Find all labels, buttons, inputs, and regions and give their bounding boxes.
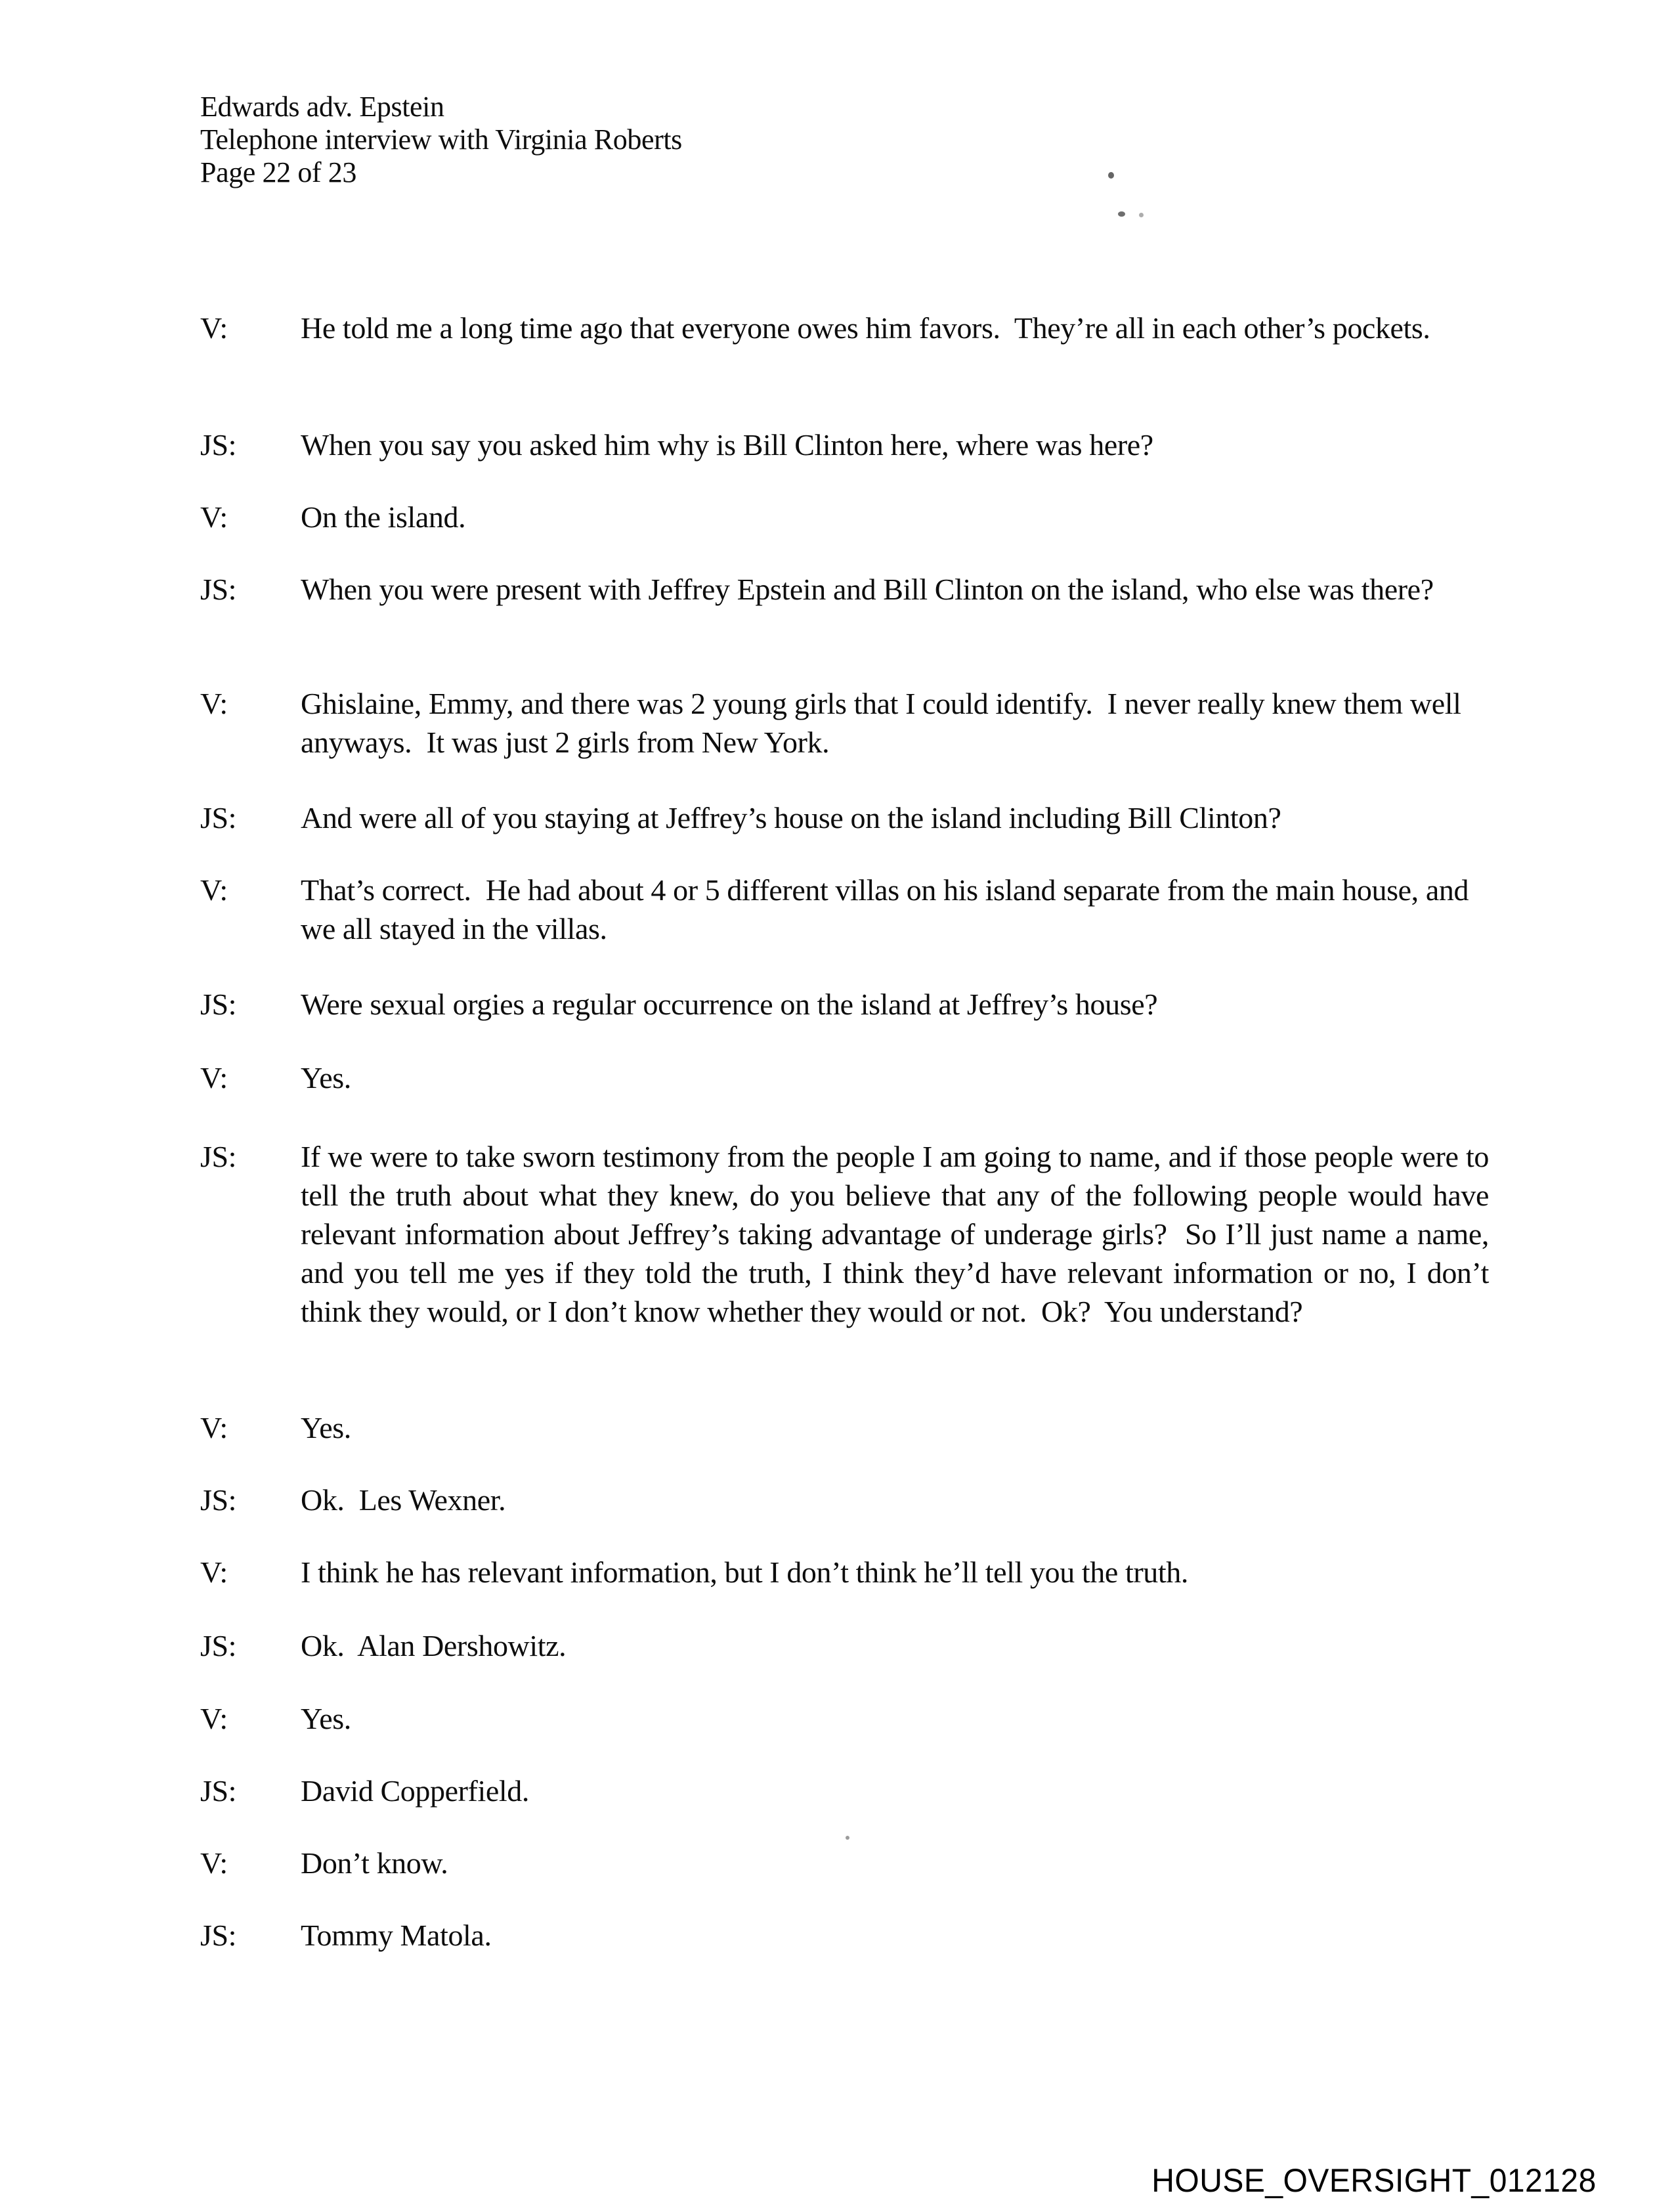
turn-text: Ok. Alan Dershowitz. <box>301 1629 567 1662</box>
turn-text: On the island. <box>301 500 466 534</box>
header-page-number: Page 22 of 23 <box>200 156 356 188</box>
dialogue-turn <box>200 309 1490 347</box>
dialogue-turn <box>200 1058 1490 1097</box>
speaker-label: V: <box>200 873 228 907</box>
bates-stamp: HOUSE_OVERSIGHT_012128 <box>1151 2162 1597 2199</box>
speaker-label: JS: <box>200 428 237 462</box>
dialogue-turn <box>200 1626 1490 1665</box>
dialogue-turn <box>200 1137 1497 1331</box>
turn-text: Ok. Les Wexner. <box>301 1483 506 1517</box>
speaker-label: JS: <box>200 1140 237 1173</box>
dialogue-turn <box>200 1699 1490 1738</box>
dialogue-turn <box>200 1771 1490 1810</box>
turn-text: Yes. <box>301 1411 351 1444</box>
turn-text: David Copperfield. <box>301 1774 529 1808</box>
turn-text: Were sexual orgies a regular occurrence on the island at Jeffrey’s house? <box>301 987 1158 1021</box>
scan-artifact-dot <box>1118 211 1125 217</box>
turn-text: He told me a long time ago that everyone owes him favors. They’re all in each other’s pockets. <box>301 311 1430 345</box>
dialogue-turn <box>200 425 1490 464</box>
speaker-label: V: <box>200 1411 228 1444</box>
turn-text: If we were to take sworn testimony from the people I am going to name, and if those people were to tell the truth about what they knew, do you believe that any of the following people would have relevant information about Jeffrey’s taking advantage of underage girls? So I’ll just name a name, and you tell me yes if they told the truth, I think they’d have relevant information or no, I don’t think they would, or I don’t know whether they would or not. Ok? You understand? <box>301 1140 1497 1328</box>
dialogue-turn <box>200 1408 1490 1447</box>
turn-text: I think he has relevant information, but I don’t think he’ll tell you the truth. <box>301 1555 1188 1589</box>
dialogue-turn <box>200 1916 1490 1955</box>
turn-text: When you say you asked him why is Bill Clinton here, where was here? <box>301 428 1153 462</box>
dialogue-turn <box>200 570 1490 609</box>
speaker-label: V: <box>200 1702 228 1735</box>
dialogue-turn <box>200 798 1490 837</box>
turn-text: And were all of you staying at Jeffrey’s house on the island including Bill Clinton? <box>301 801 1281 835</box>
dialogue-turn <box>200 1844 1490 1882</box>
scan-artifact-dot <box>846 1836 849 1840</box>
speaker-label: JS: <box>200 1774 237 1808</box>
document-header <box>200 91 682 189</box>
speaker-label: JS: <box>200 573 237 606</box>
speaker-label: JS: <box>200 1919 237 1952</box>
header-interview-line: Telephone interview with Virginia Roberts <box>200 123 682 156</box>
speaker-label: V: <box>200 1846 228 1880</box>
speaker-label: V: <box>200 1555 228 1589</box>
dialogue-turn <box>200 871 1490 948</box>
turn-text: When you were present with Jeffrey Epstein and Bill Clinton on the island, who else was there? <box>301 573 1434 606</box>
dialogue-turn <box>200 498 1490 536</box>
turn-text: Yes. <box>301 1061 351 1095</box>
speaker-label: V: <box>200 1061 228 1095</box>
dialogue-turn <box>200 985 1490 1024</box>
speaker-label: JS: <box>200 1629 237 1662</box>
header-case-line: Edwards adv. Epstein <box>200 91 444 123</box>
turn-text: Yes. <box>301 1702 351 1735</box>
speaker-label: V: <box>200 687 228 720</box>
scan-artifact-dot <box>1139 213 1144 217</box>
dialogue-turn <box>200 1481 1490 1519</box>
turn-text: Don’t know. <box>301 1846 448 1880</box>
speaker-label: V: <box>200 311 228 345</box>
speaker-label: JS: <box>200 801 237 835</box>
dialogue-turn <box>200 1553 1490 1592</box>
scan-artifact-dot <box>1108 172 1114 179</box>
dialogue-turn <box>200 684 1490 762</box>
speaker-label: V: <box>200 500 228 534</box>
turn-text: Tommy Matola. <box>301 1919 492 1952</box>
speaker-label: JS: <box>200 1483 237 1517</box>
turn-text: Ghislaine, Emmy, and there was 2 young girls that I could identify. I never really knew them well anyways. It was just 2 girls from New York. <box>301 687 1469 759</box>
turn-text: That’s correct. He had about 4 or 5 different villas on his island separate from the main house, and we all stayed in the villas. <box>301 873 1476 945</box>
speaker-label: JS: <box>200 987 237 1021</box>
